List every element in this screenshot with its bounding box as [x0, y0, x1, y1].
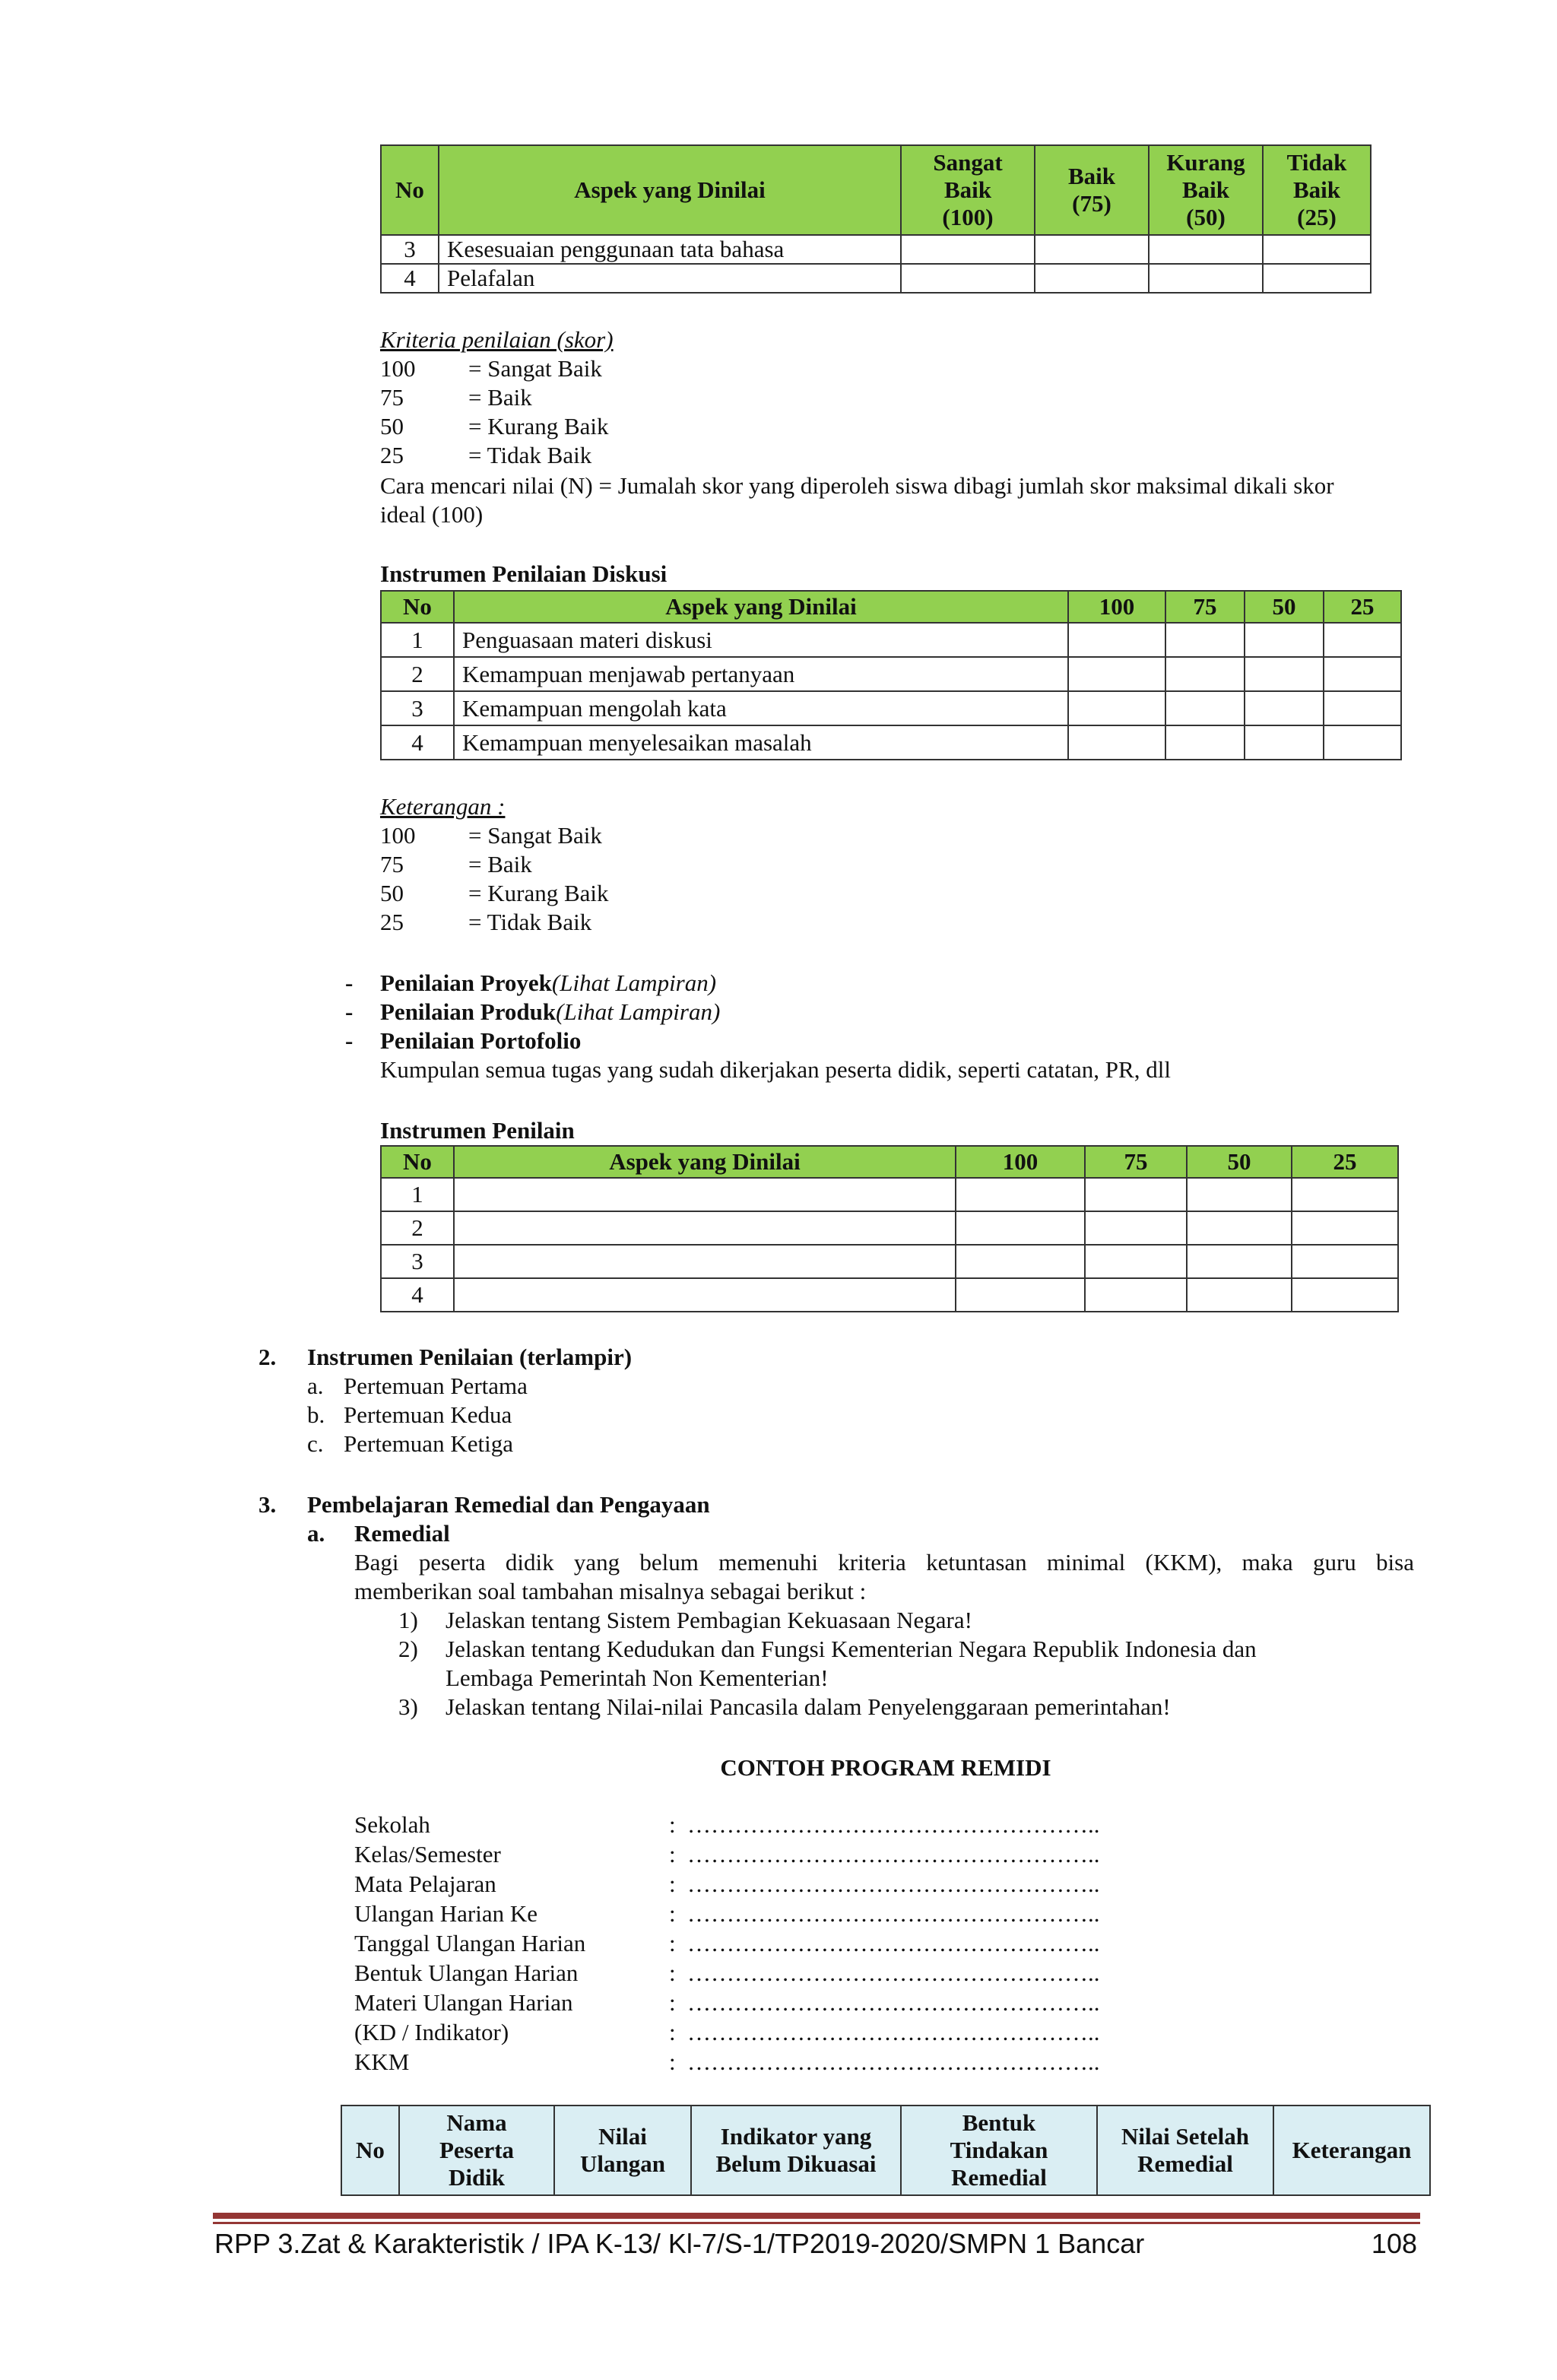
field-colon: :	[669, 1930, 676, 1956]
list-item	[380, 1027, 581, 1055]
list-dash: -	[345, 969, 354, 996]
remidi-header-3-line: Belum Dikuasai	[715, 2150, 877, 2177]
row-number: 4	[381, 1278, 454, 1312]
remidi-header-4-line: Bentuk	[962, 2109, 1036, 2136]
table1-header-4-line: (50)	[1186, 204, 1226, 230]
list-item-note: (Lihat Lampiran)	[551, 969, 717, 996]
table-row	[381, 1278, 1398, 1312]
score-cell	[1165, 657, 1245, 691]
field-colon: :	[669, 1900, 676, 1927]
penilain-title: Instrumen Penilain	[380, 1117, 575, 1144]
row-aspect: Kesesuaian penggunaan tata bahasa	[439, 235, 901, 264]
keterangan-score: 75	[380, 851, 404, 877]
contoh-title: CONTOH PROGRAM REMIDI	[720, 1754, 1051, 1781]
list-dash: -	[345, 998, 354, 1025]
table1-header-2-line: Sangat	[933, 149, 1003, 176]
table-row	[381, 657, 1401, 691]
table-row	[381, 623, 1401, 657]
table1-header-2	[901, 145, 1035, 235]
list-item-title: Penilaian Proyek	[380, 969, 552, 996]
row-number: 3	[381, 1245, 454, 1278]
portofolio-description: Kumpulan semua tugas yang sudah dikerjakan peserta didik, seperti catatan, PR, dll	[380, 1056, 1171, 1083]
formula-line-1: Cara mencari nilai (N) = Jumalah skor yang diperoleh siswa dibagi jumlah skor maksimal dikali skor	[380, 472, 1334, 499]
diskusi-header-0: No	[381, 591, 454, 623]
score-cell	[1165, 623, 1245, 657]
keterangan-score: 50	[380, 880, 404, 906]
item-text: Pertemuan Pertama	[344, 1372, 528, 1399]
field-colon: :	[669, 1989, 676, 2016]
empty-cell	[1187, 1178, 1292, 1211]
table1-header-3	[1035, 145, 1149, 235]
list-item-title: Penilaian Produk	[380, 998, 557, 1025]
empty-cell	[454, 1211, 956, 1245]
score-cell	[1245, 657, 1324, 691]
table-row	[381, 1178, 1398, 1211]
table-row	[381, 235, 1371, 264]
empty-cell	[1187, 1278, 1292, 1312]
score-cell	[901, 235, 1035, 264]
remidi-header-4-line: Remedial	[951, 2164, 1047, 2191]
field-label: Mata Pelajaran	[354, 1871, 496, 1897]
score-cell	[1324, 691, 1401, 725]
field-dots: ……………………………………………..	[687, 2019, 1100, 2045]
field-label: Tanggal Ulangan Harian	[354, 1930, 586, 1956]
field-dots: ……………………………………………..	[687, 1811, 1100, 1838]
list-dash: -	[345, 1027, 354, 1054]
section-2-title: Instrumen Penilaian (terlampir)	[307, 1344, 633, 1370]
row-number: 3	[381, 691, 454, 725]
score-cell	[1035, 264, 1149, 293]
keterangan-score: 100	[380, 822, 416, 849]
empty-cell	[1292, 1211, 1398, 1245]
table1-header-4	[1149, 145, 1263, 235]
remedial-para-line-1: Bagi peserta didik yang belum memenuhi kriteria ketuntasan minimal (KKM), maka guru bisa	[354, 1549, 1414, 1576]
row-number: 3	[381, 235, 439, 264]
list-item	[380, 998, 720, 1027]
question-text: Jelaskan tentang Sistem Pembagian Kekuasaan Negara!	[446, 1607, 972, 1633]
table1-header-2-line: Baik	[943, 176, 992, 203]
score-cell	[1165, 691, 1245, 725]
score-cell	[1245, 725, 1324, 760]
keterangan-label: = Sangat Baik	[468, 822, 602, 849]
remidi-header-4	[901, 2106, 1097, 2195]
field-dots: ……………………………………………..	[687, 1960, 1100, 1986]
remidi-header-4-line: Tindakan	[950, 2137, 1048, 2163]
score-cell	[1263, 235, 1371, 264]
question-number: 1)	[398, 1607, 418, 1633]
penilain-header-5: 25	[1292, 1146, 1398, 1178]
list-item-note: (Lihat Lampiran)	[556, 998, 721, 1025]
remidi-header-3	[691, 2106, 901, 2195]
field-colon: :	[669, 1960, 676, 1986]
empty-cell	[1292, 1245, 1398, 1278]
empty-cell	[956, 1178, 1085, 1211]
field-colon: :	[669, 1811, 676, 1838]
score-cell	[1245, 623, 1324, 657]
table-row	[381, 1245, 1398, 1278]
score-cell	[1068, 725, 1165, 760]
row-number: 4	[381, 264, 439, 293]
table1-header-4-line: Kurang	[1166, 149, 1245, 176]
table1-header-4-line: Baik	[1181, 176, 1230, 203]
penilain-header-0: No	[381, 1146, 454, 1178]
kriteria-score: 100	[380, 355, 416, 382]
empty-cell	[956, 1278, 1085, 1312]
field-label: Kelas/Semester	[354, 1841, 501, 1868]
diskusi-header-2: 100	[1068, 591, 1165, 623]
remidi-header-2-line: Ulangan	[580, 2150, 665, 2177]
list-item-title: Penilaian Portofolio	[380, 1027, 582, 1054]
remidi-header-1-line: Didik	[448, 2164, 506, 2191]
diskusi-header-4: 50	[1245, 591, 1324, 623]
empty-cell	[1085, 1245, 1187, 1278]
empty-cell	[956, 1245, 1085, 1278]
diskusi-title: Instrumen Penilaian Diskusi	[380, 560, 668, 587]
penilaian-list	[342, 969, 1406, 1090]
table-row	[381, 691, 1401, 725]
score-cell	[1324, 657, 1401, 691]
table1-header-2-line: (100)	[942, 204, 994, 230]
field-label: Materi Ulangan Harian	[354, 1989, 573, 2016]
question-text: Jelaskan tentang Kedudukan dan Fungsi Kementerian Negara Republik Indonesia dan	[446, 1636, 1257, 1662]
empty-cell	[1187, 1211, 1292, 1245]
page-number: 108	[1371, 2228, 1417, 2259]
remidi-table	[341, 2105, 1431, 2196]
table-row	[381, 725, 1401, 760]
remedial-num: a.	[307, 1520, 325, 1547]
row-aspect: Penguasaan materi diskusi	[454, 623, 1068, 657]
score-cell	[1324, 725, 1401, 760]
question-number: 3)	[398, 1693, 418, 1720]
score-cell	[1068, 623, 1165, 657]
penilain-header-3: 75	[1085, 1146, 1187, 1178]
field-label: (KD / Indikator)	[354, 2019, 509, 2045]
remidi-header-1	[399, 2106, 554, 2195]
field-dots: ……………………………………………..	[687, 1989, 1100, 2016]
keterangan-score: 25	[380, 909, 404, 935]
kriteria-score: 25	[380, 442, 404, 468]
row-number: 2	[381, 657, 454, 691]
keterangan-block	[380, 792, 836, 944]
field-dots: ……………………………………………..	[687, 1900, 1100, 1927]
field-label: Bentuk Ulangan Harian	[354, 1960, 579, 1986]
score-cell	[1149, 235, 1263, 264]
remidi-header-1-line: Peserta	[439, 2137, 515, 2163]
row-number: 2	[381, 1211, 454, 1245]
diskusi-table	[380, 590, 1402, 760]
kriteria-score: 75	[380, 384, 404, 411]
question-text: Lembaga Pemerintah Non Kementerian!	[446, 1664, 829, 1691]
table1-header-5-line: Baik	[1292, 176, 1341, 203]
keterangan-label: = Tidak Baik	[468, 909, 592, 935]
penilain-header-2: 100	[956, 1146, 1085, 1178]
item-text: Pertemuan Ketiga	[344, 1430, 513, 1457]
section-2	[258, 1343, 1019, 1464]
remidi-header-5-line: Nilai Setelah	[1121, 2123, 1249, 2150]
question-text: Jelaskan tentang Nilai-nilai Pancasila dalam Penyelenggaraan pemerintahan!	[446, 1693, 1171, 1720]
remidi-header-6: Keterangan	[1273, 2106, 1430, 2195]
penilain-table	[380, 1145, 1399, 1312]
field-colon: :	[669, 2019, 676, 2045]
remidi-header-5	[1097, 2106, 1273, 2195]
table-row	[381, 264, 1371, 293]
keterangan-title: Keterangan :	[380, 793, 506, 820]
kriteria-title: Kriteria penilaian (skor)	[380, 326, 614, 353]
row-aspect: Kemampuan mengolah kata	[454, 691, 1068, 725]
table1-header-5-line: (25)	[1297, 204, 1337, 230]
diskusi-header-5: 25	[1324, 591, 1401, 623]
kriteria-score: 50	[380, 413, 404, 440]
field-label: Ulangan Harian Ke	[354, 1900, 538, 1927]
row-aspect: Kemampuan menjawab pertanyaan	[454, 657, 1068, 691]
table1-header-5-line: Tidak	[1286, 149, 1347, 176]
row-aspect: Pelafalan	[439, 264, 901, 293]
empty-cell	[1085, 1278, 1187, 1312]
score-cell	[1149, 264, 1263, 293]
kriteria-label: = Tidak Baik	[468, 442, 592, 468]
score-cell	[1068, 691, 1165, 725]
remidi-header-2	[554, 2106, 691, 2195]
kriteria-label: = Sangat Baik	[468, 355, 602, 382]
footer-rule-thin	[213, 2222, 1420, 2224]
table-row	[381, 1211, 1398, 1245]
empty-cell	[454, 1245, 956, 1278]
row-aspect: Kemampuan menyelesaikan masalah	[454, 725, 1068, 760]
section-3-num: 3.	[258, 1491, 277, 1518]
empty-cell	[1292, 1178, 1398, 1211]
section-2-num: 2.	[258, 1344, 277, 1370]
remedial-title: Remedial	[354, 1520, 450, 1547]
item-letter: c.	[307, 1430, 324, 1457]
score-cell	[1324, 623, 1401, 657]
penilain-header-1: Aspek yang Dinilai	[454, 1146, 956, 1178]
table1-header-1: Aspek yang Dinilai	[439, 145, 901, 235]
empty-cell	[1187, 1245, 1292, 1278]
question-number: 2)	[398, 1636, 418, 1662]
field-dots: ……………………………………………..	[687, 1841, 1100, 1868]
section-3	[258, 1490, 1429, 1734]
keterangan-label: = Kurang Baik	[468, 880, 609, 906]
row-number: 1	[381, 1178, 454, 1211]
section-3-title: Pembelajaran Remedial dan Pengayaan	[307, 1491, 710, 1518]
remidi-header-0: No	[341, 2106, 399, 2195]
empty-cell	[1085, 1178, 1187, 1211]
score-cell	[1035, 235, 1149, 264]
item-letter: b.	[307, 1401, 325, 1428]
kriteria-label: = Baik	[468, 384, 532, 411]
field-dots: ……………………………………………..	[687, 2048, 1100, 2075]
table1-header-0: No	[381, 145, 439, 235]
item-letter: a.	[307, 1372, 324, 1399]
score-cell	[1263, 264, 1371, 293]
score-cell	[1245, 691, 1324, 725]
remidi-header-5-line: Remedial	[1137, 2150, 1233, 2177]
diskusi-header-3: 75	[1165, 591, 1245, 623]
row-number: 4	[381, 725, 454, 760]
empty-cell	[956, 1211, 1085, 1245]
table1-header-5	[1263, 145, 1371, 235]
remedial-para-line-2: memberikan soal tambahan misalnya sebagai berikut :	[354, 1578, 867, 1604]
remidi-header-1-line: Nama	[446, 2109, 507, 2136]
assessment-table-continued	[380, 144, 1371, 294]
field-colon: :	[669, 1871, 676, 1897]
remidi-header-2-line: Nilai	[598, 2123, 647, 2150]
kriteria-block	[380, 325, 1414, 538]
remidi-header-3-line: Indikator yang	[720, 2123, 872, 2150]
field-colon: :	[669, 1841, 676, 1868]
field-label: Sekolah	[354, 1811, 430, 1838]
field-dots: ……………………………………………..	[687, 1871, 1100, 1897]
penilain-header-4: 50	[1187, 1146, 1292, 1178]
empty-cell	[1292, 1278, 1398, 1312]
contoh-fields	[354, 1811, 1267, 2077]
formula-line-2: ideal (100)	[380, 501, 484, 528]
kriteria-label: = Kurang Baik	[468, 413, 609, 440]
keterangan-label: = Baik	[468, 851, 532, 877]
footer-text: RPP 3.Zat & Karakteristik / IPA K-13/ Kl-7/S-1/TP2019-2020/SMPN 1 Bancar	[214, 2228, 1145, 2259]
empty-cell	[454, 1278, 956, 1312]
field-dots: ……………………………………………..	[687, 1930, 1100, 1956]
empty-cell	[454, 1178, 956, 1211]
score-cell	[1165, 725, 1245, 760]
footer-rule-thick	[213, 2213, 1420, 2219]
empty-cell	[1085, 1211, 1187, 1245]
table1-header-3-line: (75)	[1072, 190, 1111, 217]
row-number: 1	[381, 623, 454, 657]
diskusi-header-1: Aspek yang Dinilai	[454, 591, 1068, 623]
field-colon: :	[669, 2048, 676, 2075]
score-cell	[901, 264, 1035, 293]
list-item	[380, 969, 716, 998]
field-label: KKM	[354, 2048, 410, 2075]
table1-header-3-line: Baik	[1067, 163, 1116, 189]
score-cell	[1068, 657, 1165, 691]
item-text: Pertemuan Kedua	[344, 1401, 512, 1428]
